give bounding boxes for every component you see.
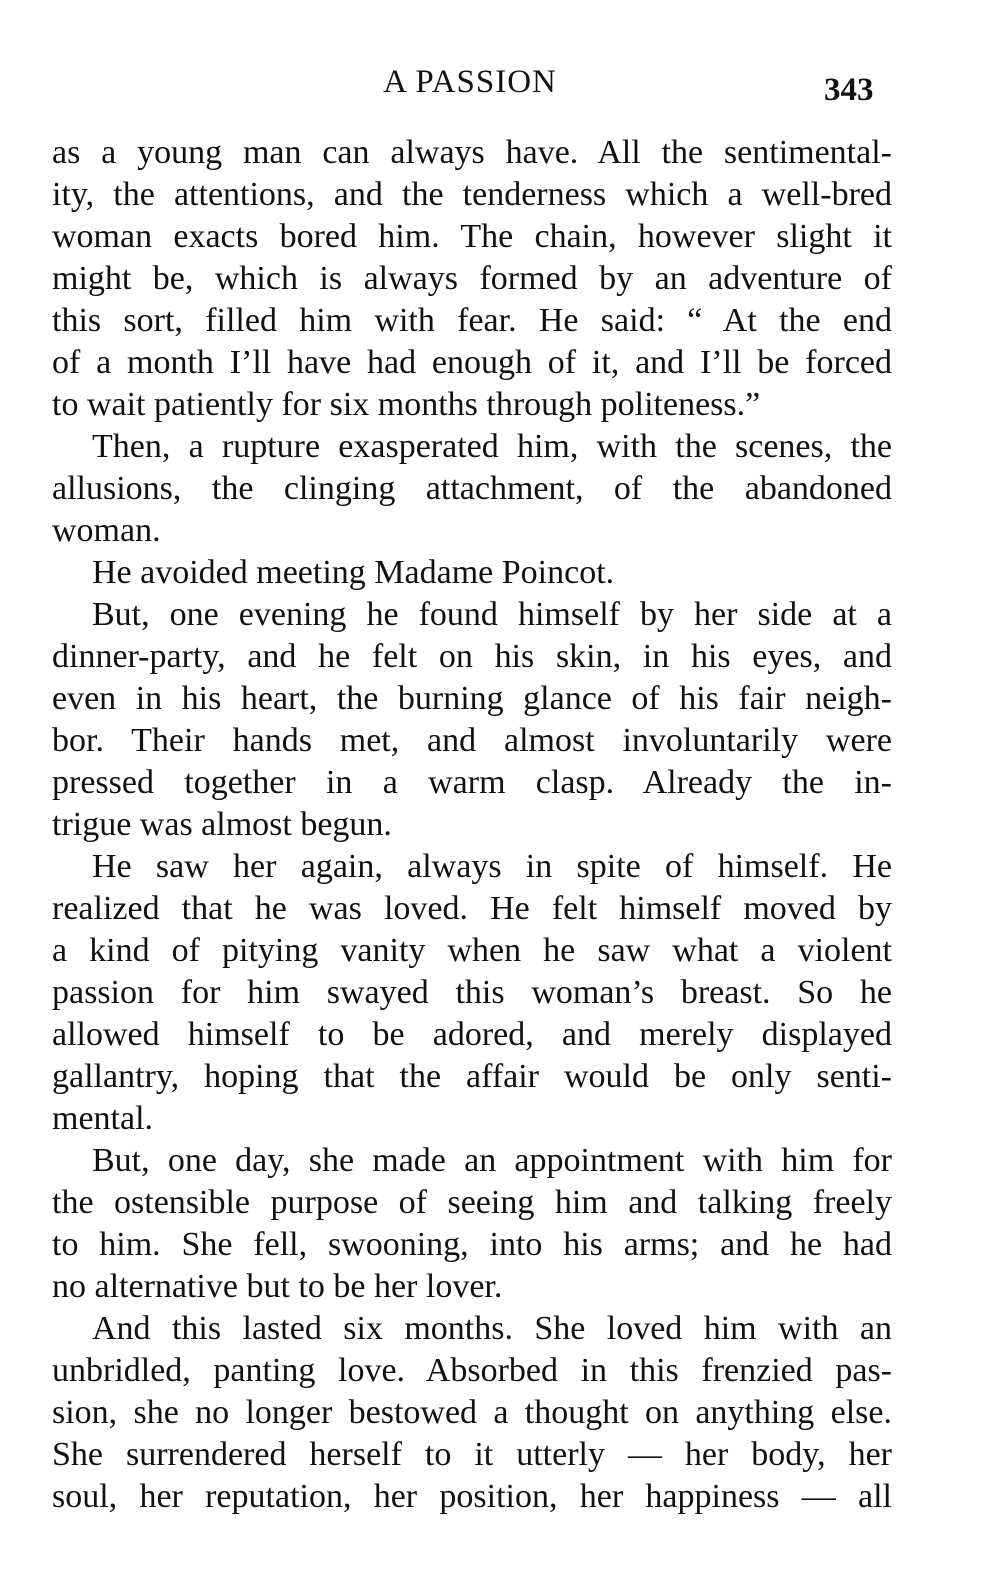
text-line: But, one evening he found himself by her side at a [92,596,892,633]
text-line: passion for him swayed this woman’s breast. So he [52,974,892,1011]
text-line: sion, she no longer bestowed a thought on anything else. [52,1394,892,1431]
page-number: 343 [824,72,874,108]
text-line: realized that he was loved. He felt himself moved by [52,890,892,927]
text-line: no alternative but to be her lover. [52,1268,503,1305]
text-line: He avoided meeting Madame Poincot. [92,554,615,591]
text-line: this sort, filled him with fear. He said: “ At the end [52,302,892,339]
text-line: And this lasted six months. She loved him with an [92,1310,892,1347]
text-line: dinner-party, and he felt on his skin, in his eyes, and [52,638,892,675]
running-head [0,62,1000,106]
text-line: trigue was almost begun. [52,806,392,843]
text-line: pressed together in a warm clasp. Already the in- [52,764,892,801]
text-line: He saw her again, always in spite of himself. He [92,848,892,885]
text-line: to him. She fell, swooning, into his arms; and he had [52,1226,892,1263]
text-line: the ostensible purpose of seeing him and talking freely [52,1184,892,1221]
body-text [52,132,892,1518]
text-line: But, one day, she made an appointment with him for [92,1142,892,1179]
text-line: of a month I’ll have had enough of it, and I’ll be forced [52,344,892,381]
text-line: allowed himself to be adored, and merely displayed [52,1016,892,1053]
text-line: to wait patiently for six months through politeness.” [52,386,761,423]
text-line: bor. Their hands met, and almost involuntarily were [52,722,892,759]
text-line: allusions, the clinging attachment, of the abandoned [52,470,892,507]
text-line: ity, the attentions, and the tenderness which a well-bred [52,176,892,213]
text-line: mental. [52,1100,154,1137]
text-line: might be, which is always formed by an adventure of [52,260,892,297]
running-title: A PASSION [383,64,557,100]
text-line: Then, a rupture exasperated him, with the scenes, the [92,428,892,465]
text-line: as a young man can always have. All the sentimental- [52,134,892,171]
text-line: unbridled, panting love. Absorbed in this frenzied pas- [52,1352,892,1389]
text-line: even in his heart, the burning glance of his fair neigh- [52,680,892,717]
text-line: a kind of pitying vanity when he saw what a violent [52,932,892,969]
text-line: woman. [52,512,161,549]
text-line: soul, her reputation, her position, her happiness — all [52,1478,892,1515]
text-line: gallantry, hoping that the affair would be only senti- [52,1058,892,1095]
text-line: She surrendered herself to it utterly — her body, her [52,1436,892,1473]
text-line: woman exacts bored him. The chain, however slight it [52,218,892,255]
